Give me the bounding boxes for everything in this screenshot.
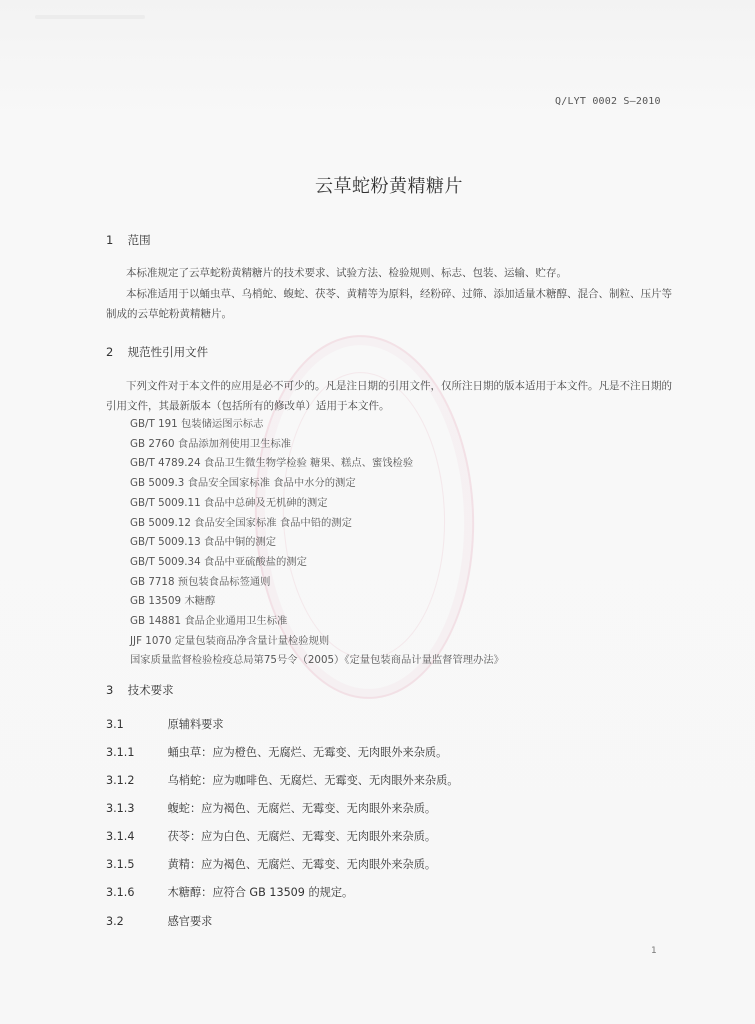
requirement-number: 3.1.5 — [106, 858, 135, 871]
section-2-paragraph: 下列文件对于本文件的应用是必不可少的。凡是注日期的引用文件，仅所注日期的版本适用于本文件。凡是不注日期的引用文件，其最新版本（包括所有的修改单）适用于本文件。 — [106, 380, 672, 412]
reference-item: GB 5009.12 食品安全国家标准 食品中铅的测定 — [130, 516, 352, 529]
reference-item: GB 14881 食品企业通用卫生标准 — [130, 615, 288, 628]
document-title: 云草蛇粉黄精糖片 — [315, 176, 463, 197]
section-heading: 范围 — [127, 233, 151, 247]
subsection-title: 感官要求 — [167, 915, 213, 928]
requirement-number: 3.1.4 — [106, 830, 135, 843]
page-number: 1 — [651, 946, 657, 956]
requirement-text: 木糖醇：应符合 GB 13509 的规定。 — [167, 886, 354, 899]
section-heading: 技术要求 — [127, 683, 174, 697]
scan-noise — [35, 15, 145, 19]
reference-item: GB/T 4789.24 食品卫生微生物学检验 糖果、糕点、蜜饯检验 — [130, 457, 414, 470]
subsection-title: 原辅料要求 — [167, 718, 224, 731]
reference-item: GB/T 5009.11 食品中总砷及无机砷的测定 — [130, 496, 328, 509]
reference-item: 国家质量监督检验检疫总局第75号令（2005）《定量包装商品计量监督管理办法》 — [130, 654, 504, 667]
subsection-number: 3.1 — [106, 718, 124, 731]
section-1-title — [106, 232, 151, 248]
requirement-number: 3.1.6 — [106, 886, 135, 899]
reference-item: JJF 1070 定量包装商品净含量计量检验规则 — [130, 634, 330, 647]
reference-item: GB 2760 食品添加剂使用卫生标准 — [130, 437, 292, 450]
section-1-paragraph-2: 本标准适用于以蛹虫草、乌梢蛇、蝮蛇、茯苓、黄精等为原料，经粉碎、过筛、添加适量木糖醇、混合、制粒、压片等制成的云草蛇粉黄精糖片。 — [106, 288, 672, 320]
reference-list — [130, 415, 504, 671]
requirement-3-1-3 — [106, 800, 436, 816]
requirement-number: 3.1.1 — [106, 746, 135, 759]
section-2-title — [106, 344, 208, 360]
requirement-number: 3.1.3 — [106, 802, 135, 815]
section-heading: 规范性引用文件 — [127, 345, 209, 359]
requirement-text: 蝮蛇：应为褐色、无腐烂、无霉变、无肉眼外来杂质。 — [167, 802, 437, 815]
reference-item: GB 5009.3 食品安全国家标准 食品中水分的测定 — [130, 477, 356, 490]
subsection-3-1 — [106, 716, 224, 732]
reference-item: GB 13509 木糖醇 — [130, 595, 216, 608]
requirement-text: 蛹虫草：应为橙色、无腐烂、无霉变、无肉眼外来杂质。 — [167, 746, 448, 759]
reference-item: GB/T 5009.13 食品中铜的测定 — [130, 536, 277, 549]
document-code: Q/LYT 0002 S—2010 — [555, 96, 661, 107]
section-number: 2 — [106, 345, 114, 359]
reference-item: GB 7718 预包装食品标签通则 — [130, 575, 271, 588]
section-number: 3 — [106, 683, 114, 697]
section-number: 1 — [106, 233, 114, 247]
subsection-3-2 — [106, 913, 212, 929]
subsection-number: 3.2 — [106, 915, 124, 928]
requirement-number: 3.1.2 — [106, 774, 135, 787]
section-1-paragraph-1: 本标准规定了云草蛇粉黄精糖片的技术要求、试验方法、检验规则、标志、包装、运输、贮存。 — [126, 267, 567, 279]
section-3-title — [106, 682, 174, 698]
requirement-text: 乌梢蛇：应为咖啡色、无腐烂、无霉变、无肉眼外来杂质。 — [167, 774, 459, 787]
requirement-3-1-4 — [106, 828, 436, 844]
requirement-3-1-1 — [106, 744, 447, 760]
requirement-3-1-5 — [106, 856, 436, 872]
requirement-text: 黄精：应为褐色、无腐烂、无霉变、无肉眼外来杂质。 — [167, 858, 437, 871]
reference-item: GB/T 5009.34 食品中亚硫酸盐的测定 — [130, 555, 307, 568]
requirement-3-1-6 — [106, 884, 353, 900]
requirement-text: 茯苓：应为白色、无腐烂、无霉变、无肉眼外来杂质。 — [167, 830, 437, 843]
reference-item: GB/T 191 包装储运图示标志 — [130, 418, 264, 430]
requirement-3-1-2 — [106, 772, 458, 788]
